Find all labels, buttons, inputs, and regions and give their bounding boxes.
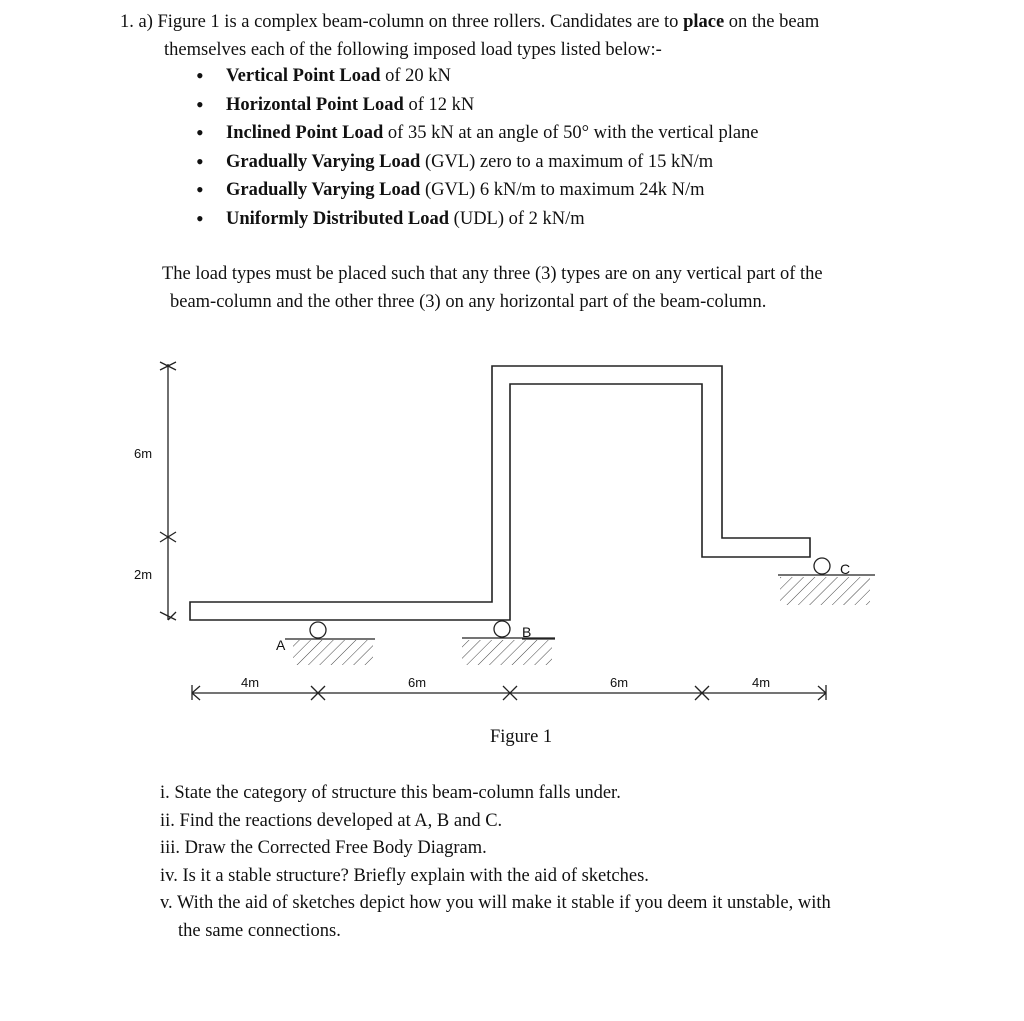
intro-line1-pre: Figure 1 is a complex beam-column on three rollers. Candidates are to [157,12,684,32]
load-item: • Gradually Varying Load (GVL) zero to a maximum of 15 kN/m [196,148,759,177]
sub-question-i: i. State the category of structure this beam-column falls under. [160,783,621,803]
figure-caption: Figure 1 [490,727,553,747]
support-c-roller [778,558,875,605]
sub-question-ii: ii. Find the reactions developed at A, B and C. [160,810,503,831]
paragraph-line2: beam-column and the other three (3) on any horizontal part of the beam-column. [170,292,767,312]
intro-bold-place: place [683,12,725,32]
sub-question-iii: iii. Draw the Corrected Free Body Diagram. [160,838,487,858]
support-a-label: A [276,637,286,653]
placement-instructions [162,260,942,316]
support-a-roller [285,622,375,665]
dim-label-2m-vertical: 2m [134,567,153,582]
load-item: • Horizontal Point Load of 12 kN [196,91,759,120]
beam-column-outline [190,366,810,620]
dim-label-6m-mid-left: 6m [408,675,427,690]
paragraph-line1: The load types must be placed such that any three (3) types are on any vertical part of the [162,264,823,284]
load-item: • Inclined Point Load of 35 kN at an angle of 50° with the vertical plane [196,119,759,148]
sub-question-iv: iv. Is it a stable structure? Briefly explain with the aid of sketches. [160,865,649,886]
beam-column-figure [0,340,1024,720]
load-item: • Vertical Point Load of 20 kN [196,62,759,91]
dim-label-4m-left: 4m [241,675,260,690]
support-c-label: C [840,561,851,577]
sub-question-v-continuation: the same connections. [178,920,341,941]
vertical-dimension [160,362,176,620]
sub-question-v: v. With the aid of sketches depict how you will make it stable if you deem it unstable, with [160,893,831,913]
dim-label-6m-mid-right: 6m [610,675,629,690]
support-b-label: B [522,624,532,640]
dim-label-6m-vertical: 6m [134,446,153,461]
intro-line1-post: on the beam [724,12,820,32]
support-b-roller [462,621,555,665]
load-item: • Gradually Varying Load (GVL) 6 kN/m to maximum 24k N/m [196,176,759,205]
horizontal-dimension [192,685,826,700]
question-header [120,8,920,64]
load-type-list [196,62,759,234]
question-number: 1. a) [120,12,153,32]
load-item: • Uniformly Distributed Load (UDL) of 2 kN/m [196,205,759,234]
dim-label-4m-right: 4m [752,675,771,690]
sub-question-list [160,780,960,945]
intro-line2: themselves each of the following imposed load types listed below:- [164,40,662,60]
